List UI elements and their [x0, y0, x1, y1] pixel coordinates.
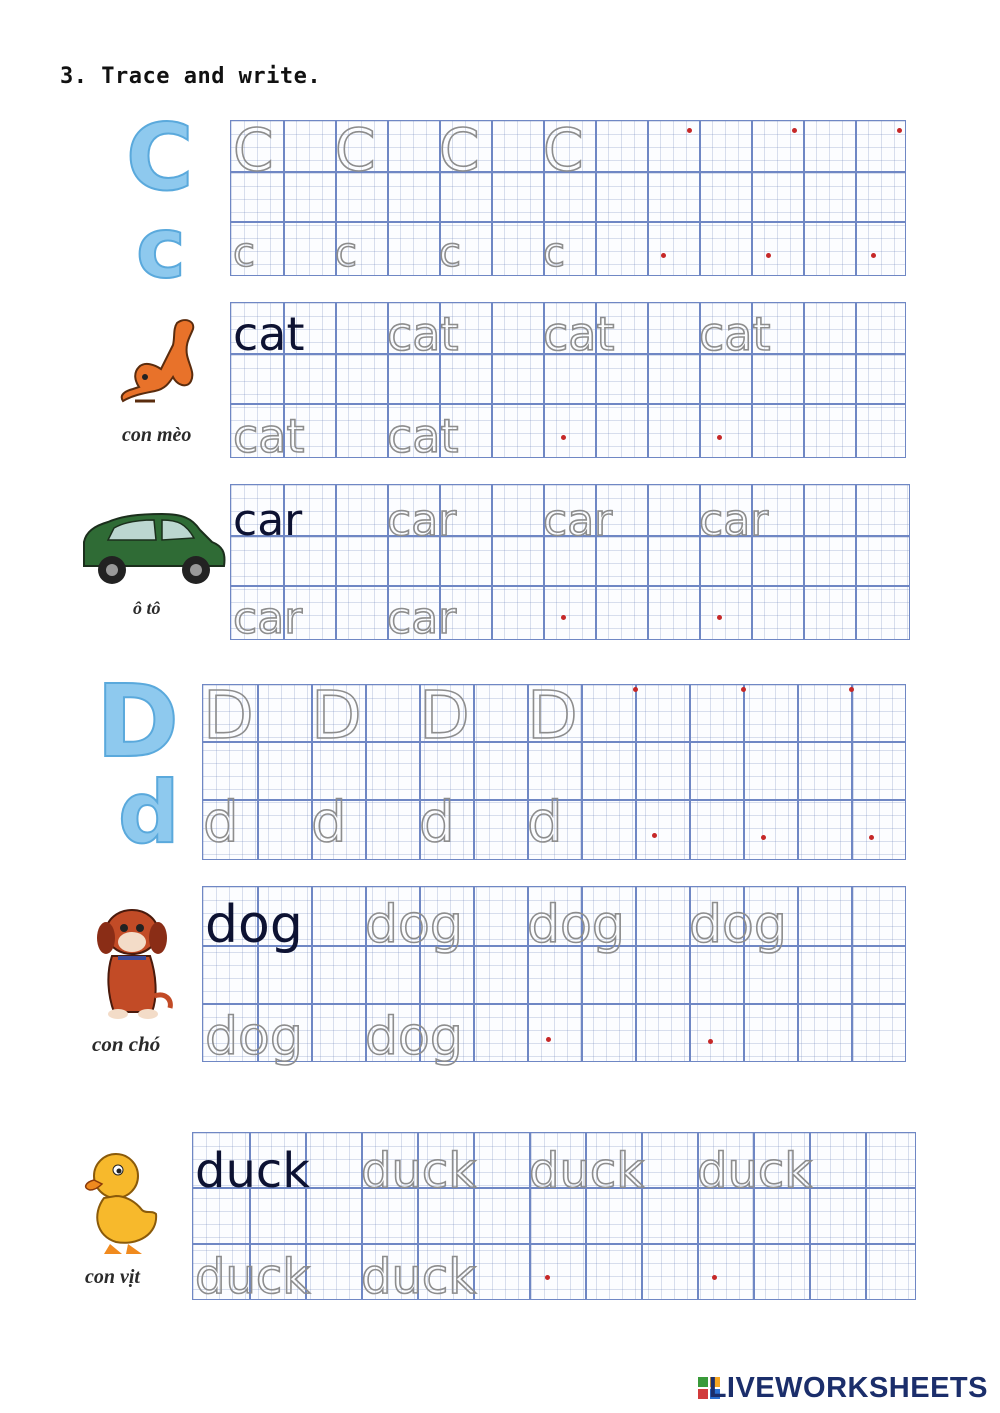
big-letter-upper-c: C [126, 104, 194, 211]
word-caption: con mèo [122, 424, 192, 446]
trace-word: car [543, 495, 613, 546]
start-dot [546, 1037, 551, 1042]
trace-word: duck [697, 1143, 813, 1199]
start-dot [869, 835, 874, 840]
start-dot [741, 687, 746, 692]
start-dot [897, 128, 902, 133]
trace-word: cat [699, 307, 771, 361]
start-dot [661, 253, 666, 258]
trace-word: cat [233, 409, 305, 463]
trace-word: dog [689, 895, 787, 955]
dog-illustration [92, 904, 178, 1024]
car-illustration [78, 508, 228, 590]
trace-lower-c: c [335, 230, 357, 276]
trace-word: duck [361, 1249, 477, 1305]
trace-upper-c: C [335, 116, 376, 184]
word-caption: con vịt [85, 1266, 140, 1288]
start-dot [561, 615, 566, 620]
start-dot [708, 1039, 713, 1044]
trace-lower-d: d [527, 790, 563, 855]
trace-word: car [387, 495, 457, 546]
trace-word: dog [365, 895, 463, 955]
trace-upper-d: D [203, 677, 254, 754]
liveworksheets-logo[interactable]: LIVEWORKSHEETS [708, 1372, 988, 1404]
trace-word: duck [529, 1143, 645, 1199]
cat-illustration [115, 315, 210, 410]
trace-word: car [699, 495, 769, 546]
trace-word: dog [205, 1007, 303, 1067]
start-dot [717, 615, 722, 620]
start-dot [766, 253, 771, 258]
start-dot [652, 833, 657, 838]
start-dot [871, 253, 876, 258]
word-caption: con chó [92, 1032, 161, 1056]
start-dot [687, 128, 692, 133]
trace-lower-d: d [203, 790, 239, 855]
trace-upper-c: C [543, 116, 584, 184]
word-caption: ô tô [133, 598, 161, 618]
model-word: duck [195, 1143, 311, 1199]
start-dot [712, 1275, 717, 1280]
practice-grid-dog[interactable] [202, 886, 906, 1067]
model-word: car [233, 495, 303, 546]
model-word: dog [205, 895, 303, 955]
trace-lower-d: d [311, 790, 347, 855]
big-letter-lower-d: d [118, 763, 180, 863]
trace-word: cat [387, 409, 459, 463]
trace-upper-d: D [527, 677, 578, 754]
trace-lower-d: d [419, 790, 455, 855]
trace-upper-d: D [311, 677, 362, 754]
practice-grid-c[interactable] [230, 116, 906, 276]
instruction-heading: 3. Trace and write. [60, 64, 322, 89]
duck-illustration [82, 1148, 162, 1258]
trace-lower-c: c [543, 230, 565, 276]
big-letter-upper-d: D [96, 663, 180, 780]
trace-word: dog [527, 895, 625, 955]
trace-upper-c: C [439, 116, 480, 184]
model-word: cat [233, 307, 305, 361]
trace-word: cat [387, 307, 459, 361]
practice-grid-car[interactable] [230, 484, 910, 644]
start-dot [633, 687, 638, 692]
start-dot [761, 835, 766, 840]
trace-word: cat [543, 307, 615, 361]
start-dot [545, 1275, 550, 1280]
practice-grid-cat[interactable] [230, 302, 906, 463]
trace-word: duck [195, 1249, 311, 1305]
trace-word: duck [361, 1143, 477, 1199]
trace-word: car [233, 593, 303, 644]
trace-word: car [387, 593, 457, 644]
start-dot [561, 435, 566, 440]
practice-grid-duck[interactable] [192, 1132, 916, 1305]
trace-word: dog [365, 1007, 463, 1067]
trace-lower-c: c [233, 230, 255, 276]
start-dot [849, 687, 854, 692]
start-dot [717, 435, 722, 440]
big-letter-lower-c: c [136, 199, 186, 297]
trace-upper-c: C [233, 116, 274, 184]
trace-lower-c: c [439, 230, 461, 276]
trace-upper-d: D [419, 677, 470, 754]
practice-grid-d[interactable] [202, 677, 906, 860]
start-dot [792, 128, 797, 133]
